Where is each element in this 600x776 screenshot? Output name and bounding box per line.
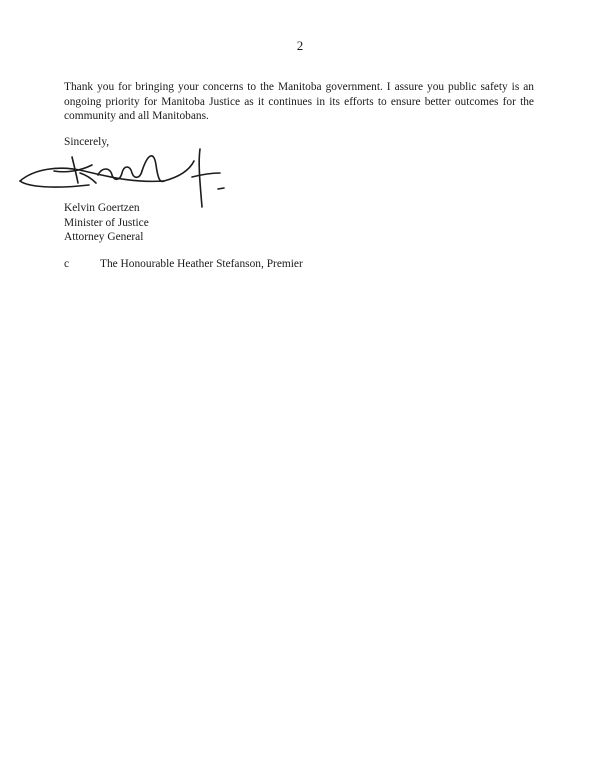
cc-line [64, 258, 303, 270]
signer-name: Kelvin Goertzen [64, 202, 140, 214]
body-paragraph: Thank you for bringing your concerns to the Manitoba government. I assure you public safety is an ongoing priority for Manitoba Justice as it continues in its efforts to ensure better outcomes for the community and all Manitobans. [64, 81, 534, 123]
signer-title: Minister of Justice [64, 216, 149, 229]
signer-block [64, 201, 149, 245]
closing-salutation: Sincerely, [64, 136, 110, 148]
page-number: 2 [296, 38, 304, 53]
cc-recipient: The Honourable Heather Stefanson, Premier [100, 258, 303, 270]
signer-title-secondary: Attorney General [64, 231, 144, 244]
cc-marker: c [64, 258, 70, 270]
